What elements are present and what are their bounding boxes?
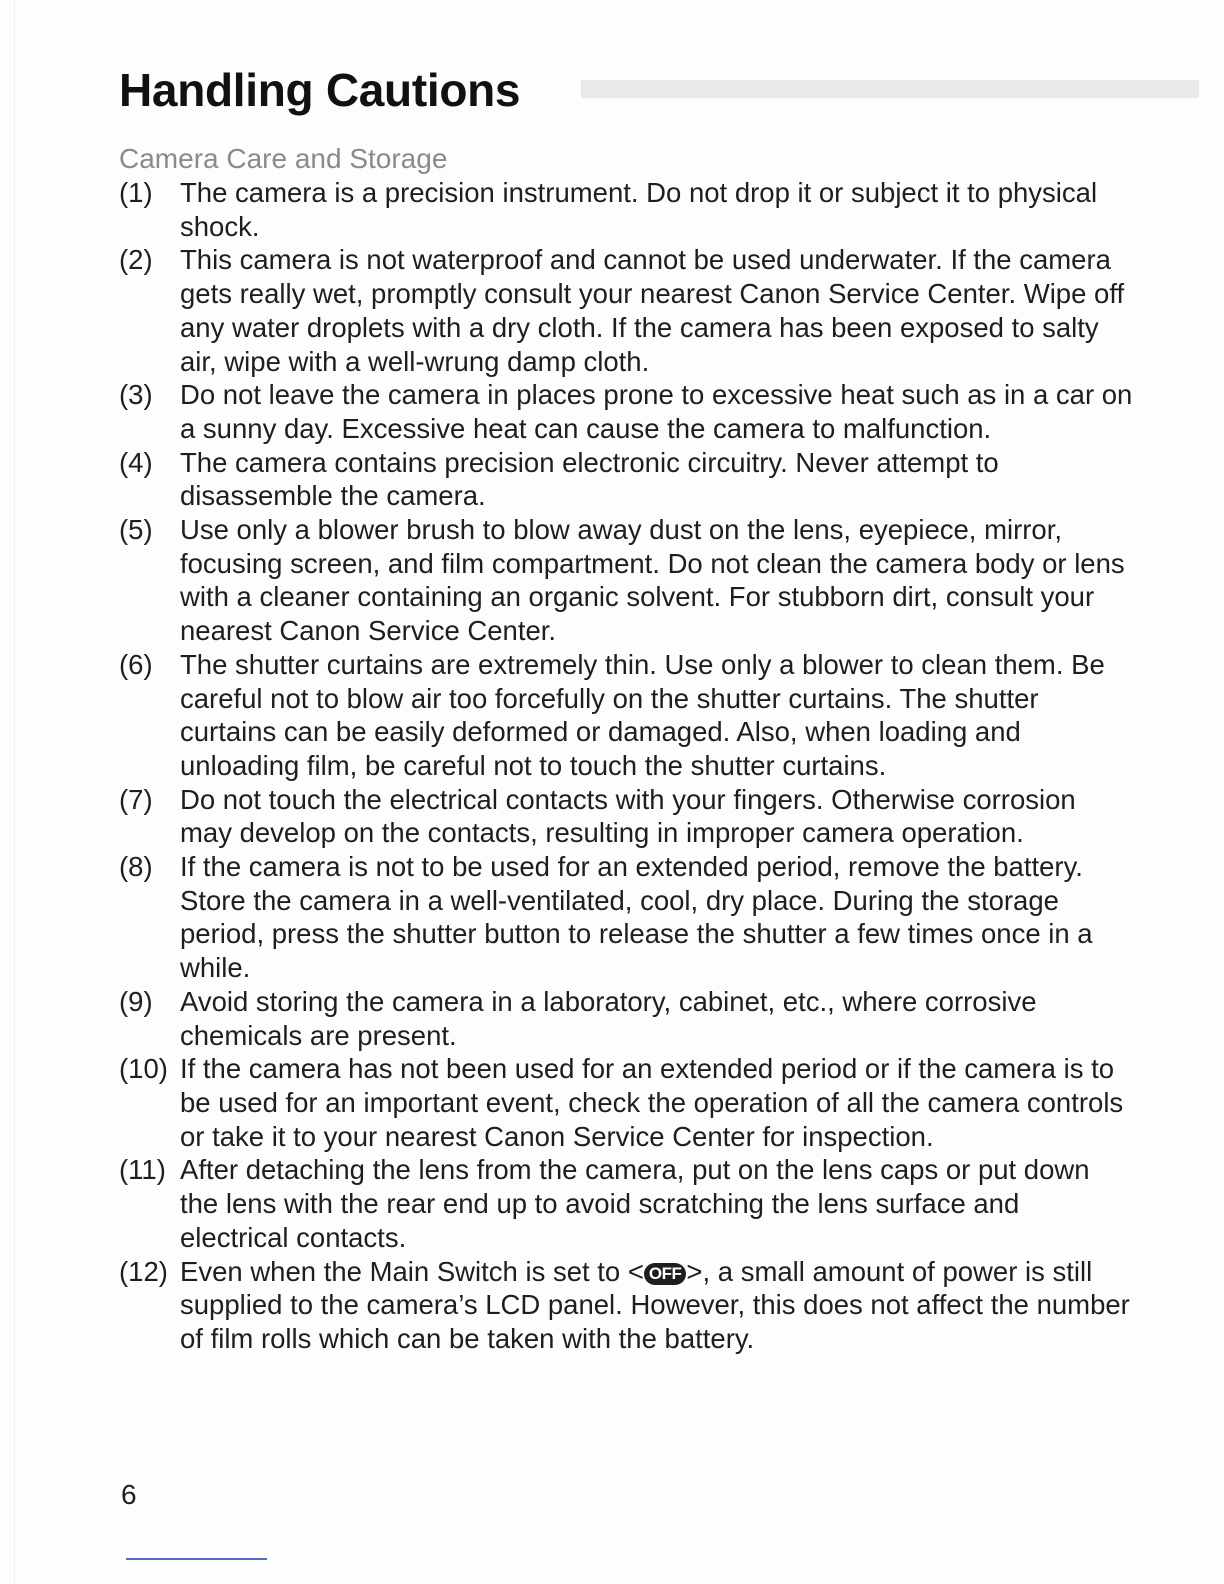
page-title: Handling Cautions [119, 64, 521, 116]
item-number: (4) [119, 446, 153, 478]
item-number: (3) [119, 379, 153, 411]
item-number: (1) [119, 177, 153, 208]
item-text: If the camera has not been used for an extended period or if the camera is to be used for an important event, check the operation of all the camera controls or take it to your nearest Canon Service Center for inspection. [180, 1053, 1124, 1152]
caution-item-8 [119, 850, 1134, 985]
caution-item-2 [119, 243, 1134, 378]
item-number: (2) [119, 244, 153, 276]
item-text: Do not leave the camera in places prone to excessive heat such as in a car on a sunny day. Excessive heat can cause the camera to malfunction. [180, 379, 1133, 444]
item-text: If the camera is not to be used for an extended period, remove the battery. Store the camera in a well-ventilated, cool, dry place. During the storage period, press the shutter button to release the shutter a few times once in a while. [180, 851, 1093, 984]
caution-item-3 [119, 378, 1134, 445]
item-number: (11) [119, 1154, 166, 1186]
caution-item-11 [119, 1153, 1134, 1254]
item-text: After detaching the lens from the camera, put on the lens caps or put down the lens with the rear end up to avoid scratching the lens surface and electrical contacts. [180, 1154, 1090, 1253]
title-rule [581, 80, 1199, 98]
caution-item-7 [119, 783, 1134, 850]
item-text: Do not touch the electrical contacts with your fingers. Otherwise corrosion may develop on the contacts, resulting in improper camera operation. [180, 783, 1076, 849]
page-underline [126, 1558, 267, 1560]
caution-item-12 [119, 1255, 1134, 1356]
caution-item-5 [119, 513, 1134, 648]
item-text-after-icon: >, a small amount of power is still supplied to the camera’s LCD panel. However, this does not affect the number of film rolls which can be taken with the battery. [180, 1255, 1130, 1354]
item-number: (9) [119, 985, 153, 1017]
caution-list [119, 176, 1134, 1356]
item-text: The shutter curtains are extremely thin. Use only a blower to clean them. Be careful not to blow air too forcefully on the shutter curtains. The shutter curtains can be easily deformed or damaged. Also, when loading and unloading film, be careful not to touch the shutter curtains. [180, 648, 1105, 781]
item-number: (12) [119, 1255, 168, 1287]
item-text: Avoid storing the camera in a laboratory, cabinet, etc., where corrosive chemicals are present. [180, 985, 1037, 1051]
caution-item-1 [119, 176, 1134, 243]
item-number: (7) [119, 783, 153, 815]
caution-item-4 [119, 446, 1134, 513]
caution-item-10 [119, 1052, 1134, 1153]
item-text-before-icon: Even when the Main Switch is set to < [180, 1255, 644, 1287]
title-row [119, 60, 1199, 120]
item-number: (6) [119, 648, 153, 680]
caution-item-6 [119, 648, 1134, 783]
item-number: (8) [119, 851, 153, 883]
item-text: The camera is a precision instrument. Do not drop it or subject it to physical shock. [180, 177, 1098, 242]
item-number: (10) [119, 1053, 168, 1085]
off-switch-icon: OFF [644, 1263, 687, 1285]
section-heading: Camera Care and Storage [119, 143, 448, 174]
page-edge [14, 0, 15, 1584]
item-number: (5) [119, 514, 153, 546]
caution-item-9 [119, 985, 1134, 1052]
page-number: 6 [121, 1479, 137, 1510]
item-text: The camera contains precision electronic circuitry. Never attempt to disassemble the camera. [180, 446, 999, 512]
item-text: Use only a blower brush to blow away dust on the lens, eyepiece, mirror, focusing screen, and film compartment. Do not clean the camera body or lens with a cleaner containing an organic solvent. For stubborn dirt, consult your nearest Canon Service Center. [180, 514, 1125, 647]
item-text: This camera is not waterproof and cannot be used underwater. If the camera gets really wet, promptly consult your nearest Canon Service Center. Wipe off any water droplets with a dry cloth. If the camera has been exposed to salty air, wipe with a well-wrung damp cloth. [180, 244, 1125, 377]
